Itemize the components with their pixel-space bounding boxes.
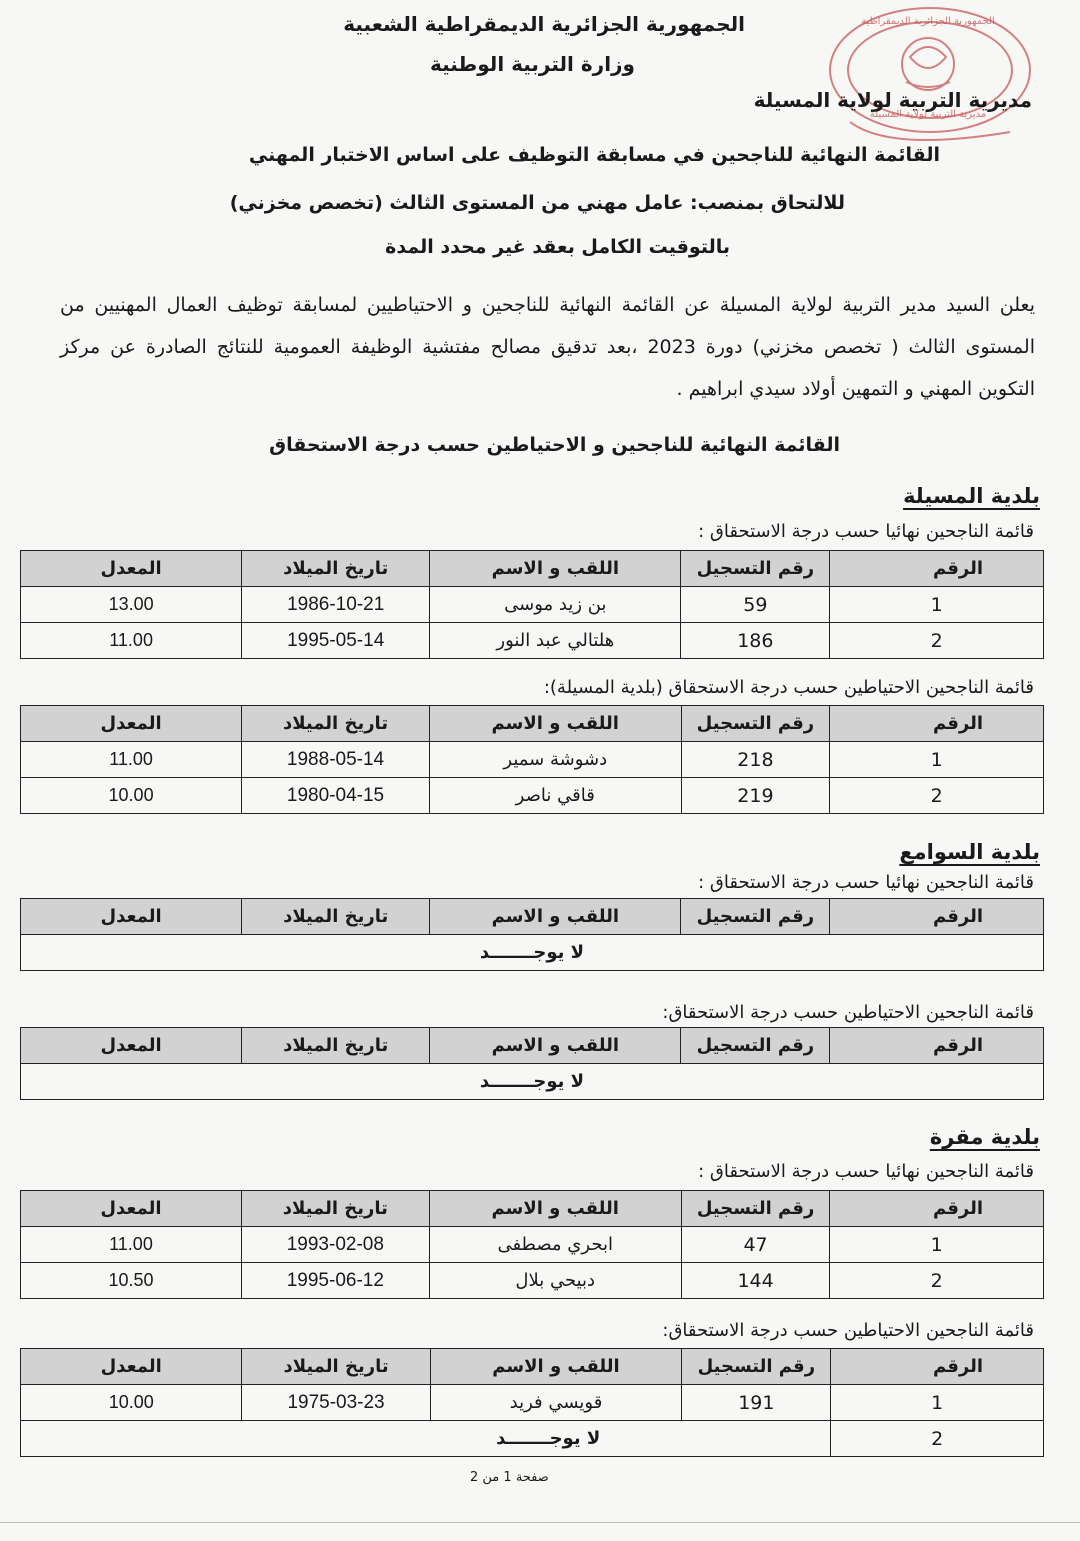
cell-num: 1 [830,587,1044,623]
title-line-1: القائمة النهائية للناجحين في مسابقة التوظيف على اساس الاختبار المهني [248,144,940,166]
col-header-reg: رقم التسجيل [681,899,830,935]
cell-dob: 1986-10-21 [242,587,430,623]
reserves-table-magra [20,1348,1044,1457]
table-row [21,1263,1044,1299]
cell-reg: 47 [681,1227,830,1263]
svg-text:الجمهورية الجزائرية الديمقراطي: الجمهورية الجزائرية الديمقراطية [861,16,995,27]
table-row [21,1064,1044,1100]
title-line-3: بالتوقيت الكامل بعقد غير محدد المدة [385,236,730,258]
table-row [21,742,1044,778]
table-header-row [21,551,1044,587]
official-stamp [810,2,1040,152]
reserves-table-souamaa [20,1027,1044,1100]
cell-dob: 1975-03-23 [242,1385,430,1421]
none-cell: لا يوجـــــــد [21,1421,831,1457]
cell-num: 2 [830,778,1044,814]
table-header-row [21,706,1044,742]
directorate-name: مديرية التربية لولاية المسيلة [753,88,1032,112]
cell-dob: 1980-04-15 [242,778,430,814]
col-header-dob: تاريخ الميلاد [242,899,430,935]
cell-reg: 144 [681,1263,830,1299]
cell-reg: 191 [682,1385,831,1421]
cell-name: بن زيد موسى [430,587,681,623]
col-header-avg: المعدل [21,1028,242,1064]
col-header-reg: رقم التسجيل [681,1191,830,1227]
col-header-avg: المعدل [21,551,242,587]
reserves-title-souamaa: قائمة الناجحين الاحتياطين حسب درجة الاستحقاق: [662,1002,1034,1023]
cell-name: هلتالي عبد النور [430,623,681,659]
svg-text:مديرية التربية لولاية المسيلة: مديرية التربية لولاية المسيلة [869,109,987,120]
cell-num: 2 [830,1263,1044,1299]
cell-name: دشوشة سمير [429,742,681,778]
cell-dob: 1988-05-14 [242,742,430,778]
winners-table-msila [20,550,1044,659]
table-row [21,623,1044,659]
cell-name: قويسي فريد [430,1385,682,1421]
col-header-num: الرقم [830,551,1044,587]
none-cell: لا يوجـــــــد [21,935,1044,971]
cell-num: 1 [830,1227,1044,1263]
cell-avg: 10.00 [21,1385,242,1421]
col-header-avg: المعدل [21,1349,242,1385]
col-header-name: اللقب و الاسم [430,1028,681,1064]
reserves-table-msila [20,705,1044,814]
winners-title-magra: قائمة الناجحين نهائيا حسب درجة الاستحقاق : [698,1161,1034,1182]
cell-avg: 13.00 [21,587,242,623]
cell-dob: 1995-06-12 [241,1263,429,1299]
cell-reg: 186 [681,623,830,659]
col-header-dob: تاريخ الميلاد [242,706,430,742]
cell-reg: 219 [681,778,830,814]
winners-title-souamaa: قائمة الناجحين نهائيا حسب درجة الاستحقاق : [698,872,1034,893]
col-header-dob: تاريخ الميلاد [242,551,430,587]
cell-avg: 11.00 [21,742,242,778]
cell-name: ابحري مصطفى [429,1227,681,1263]
cell-avg: 10.50 [21,1263,242,1299]
republic-name: الجمهورية الجزائرية الديمقراطية الشعبية [343,12,745,36]
col-header-dob: تاريخ الميلاد [242,1349,430,1385]
col-header-name: اللقب و الاسم [429,706,681,742]
table-header-row [21,1349,1044,1385]
cell-name: دبيحي بلال [429,1263,681,1299]
col-header-name: اللقب و الاسم [429,1191,681,1227]
cell-num: 1 [831,1385,1044,1421]
table-row [21,1385,1044,1421]
winners-table-magra [20,1190,1044,1299]
table-row [21,778,1044,814]
col-header-name: اللقب و الاسم [430,551,681,587]
table-header-row [21,899,1044,935]
col-header-num: الرقم [830,706,1044,742]
reserves-title-msila: قائمة الناجحين الاحتياطين حسب درجة الاستحقاق (بلدية المسيلة): [543,677,1034,698]
col-header-num: الرقم [831,1349,1044,1385]
col-header-dob: تاريخ الميلاد [242,1028,430,1064]
col-header-reg: رقم التسجيل [681,551,830,587]
col-header-num: الرقم [830,899,1044,935]
table-row [21,1421,1044,1457]
ministry-name: وزارة التربية الوطنية [429,52,635,76]
list-heading: القائمة النهائية للناجحين و الاحتياطين حسب درجة الاستحقاق [269,434,840,456]
winners-table-souamaa [20,898,1044,971]
col-header-dob: تاريخ الميلاد [241,1191,429,1227]
table-row [21,587,1044,623]
col-header-name: اللقب و الاسم [430,1349,682,1385]
cell-dob: 1995-05-14 [242,623,430,659]
table-header-row [21,1028,1044,1064]
col-header-avg: المعدل [21,706,242,742]
table-header-row [21,1191,1044,1227]
section-title-magra: بلدية مقرة [929,1125,1040,1149]
cell-reg: 59 [681,587,830,623]
page-number: صفحة 1 من 2 [470,1470,549,1485]
announcement-paragraph: يعلن السيد مدير التربية لولاية المسيلة عن القائمة النهائية للناجحين و الاحتياطيين لمسابقة توظيف العمال المهنيين من المستوى الثالث ( تخصص مخزني) دورة 2023 ،بعد تدقيق مصالح مفتشية الوظيفة العمومية للنتائج الصادرة عن مركز التكوين المهني و التمهين أولاد سيدي ابراهيم . [60,294,1035,400]
cell-avg: 11.00 [21,623,242,659]
reserves-title-magra: قائمة الناجحين الاحتياطين حسب درجة الاستحقاق: [662,1320,1034,1341]
cell-num: 2 [830,623,1044,659]
page-bottom-edge [0,1522,1080,1523]
cell-reg: 218 [681,742,830,778]
col-header-avg: المعدل [21,1191,242,1227]
cell-avg: 10.00 [21,778,242,814]
table-row [21,935,1044,971]
section-title-msila: بلدية المسيلة [903,484,1040,508]
winners-title-msila: قائمة الناجحين نهائيا حسب درجة الاستحقاق : [698,521,1034,542]
table-row [21,1227,1044,1263]
cell-avg: 11.00 [21,1227,242,1263]
col-header-reg: رقم التسجيل [682,1349,831,1385]
cell-num: 1 [830,742,1044,778]
cell-dob: 1993-02-08 [241,1227,429,1263]
col-header-reg: رقم التسجيل [681,706,830,742]
col-header-num: الرقم [830,1191,1044,1227]
col-header-num: الرقم [830,1028,1044,1064]
cell-num: 2 [831,1421,1044,1457]
section-title-souamaa: بلدية السوامع [899,840,1040,864]
title-line-2: للالتحاق بمنصب: عامل مهني من المستوى الثالث (تخصص مخزني) [229,192,845,214]
cell-name: قاقي ناصر [429,778,681,814]
none-cell: لا يوجـــــــد [21,1064,1044,1100]
col-header-reg: رقم التسجيل [681,1028,830,1064]
col-header-name: اللقب و الاسم [430,899,681,935]
col-header-avg: المعدل [21,899,242,935]
